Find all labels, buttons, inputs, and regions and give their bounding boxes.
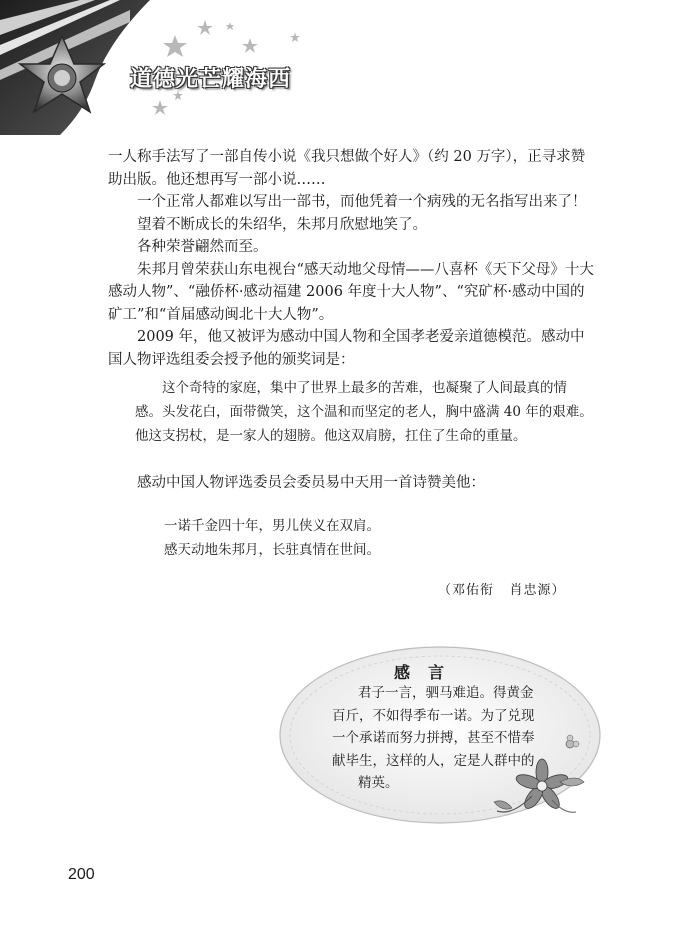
ganyan-line: 君子一言，驷马难追。得黄金 bbox=[358, 685, 534, 701]
ganyan-line: 一个承诺而努力拼搏，甚至不惜奉 bbox=[332, 730, 535, 746]
paragraph: 朱邦月曾荣获山东电视台“感天动地父母情——八喜杯《天下父母》十大感动人物”、“融侨杯·感动福建 2006 年度十大人物”、“究矿杯·感动中国的矿工”和“首届感动闽北十大人物”。 bbox=[108, 261, 594, 323]
poem bbox=[164, 514, 380, 562]
award-text: 这个奇特的家庭，集中了世界上最多的苦难，也凝聚了人间最真的情感。头发花白，面带微笑，这个温和而坚定的老人，胸中盛满 40 年的艰难。他这支拐杖，是一家人的翅膀。他这双肩膀，扛住了生命的重量。 bbox=[135, 380, 593, 444]
paragraph: 一人称手法写了一部自传小说《我只想做个好人》（约 20 万字），正寻求赞助出版。他还想再写一部小说…… bbox=[108, 149, 586, 188]
ganyan-line: 献毕生，这样的人，定是人群中的 bbox=[332, 752, 535, 769]
paragraph: 2009 年，他又被评为感动中国人物和全国孝老爱亲道德模范。感动中国人物评选组委会授予他的颁奖词是： bbox=[108, 329, 585, 368]
award-citation bbox=[135, 376, 593, 448]
poem-line: 感天动地朱邦月，长驻真情在世间。 bbox=[164, 542, 380, 558]
page-number: 200 bbox=[68, 866, 95, 883]
header-title: 道德光芒耀海西 bbox=[130, 67, 292, 92]
body-text bbox=[108, 146, 594, 371]
credit-open: （ bbox=[438, 583, 453, 598]
praise-intro-text: 感动中国人物评选委员会委员易中天用一首诗赞美他： bbox=[137, 475, 485, 491]
credit-author: 肖忠源 bbox=[509, 583, 552, 598]
paragraph: 各种荣誉翩然而至。 bbox=[137, 239, 268, 255]
ganyan-text bbox=[332, 682, 582, 795]
paragraph: 一个正常人都难以写出一部书，而他凭着一个病残的无名指写出来了！ bbox=[137, 194, 587, 210]
ganyan-line: 百斤，不如得季布一诺。为了兑现 bbox=[332, 707, 535, 724]
paragraph: 望着不断成长的朱绍华，朱邦月欣慰地笑了。 bbox=[137, 216, 427, 233]
ganyan-line: 精英。 bbox=[358, 775, 399, 791]
praise-intro bbox=[108, 472, 594, 494]
poem-line: 一诺千金四十年，男儿侠义在双肩。 bbox=[164, 518, 380, 534]
credit-close: ） bbox=[551, 583, 566, 598]
ganyan-title: 感言 bbox=[394, 663, 463, 682]
author-credit bbox=[438, 579, 565, 598]
credit-author: 邓佑衔 bbox=[452, 583, 495, 598]
